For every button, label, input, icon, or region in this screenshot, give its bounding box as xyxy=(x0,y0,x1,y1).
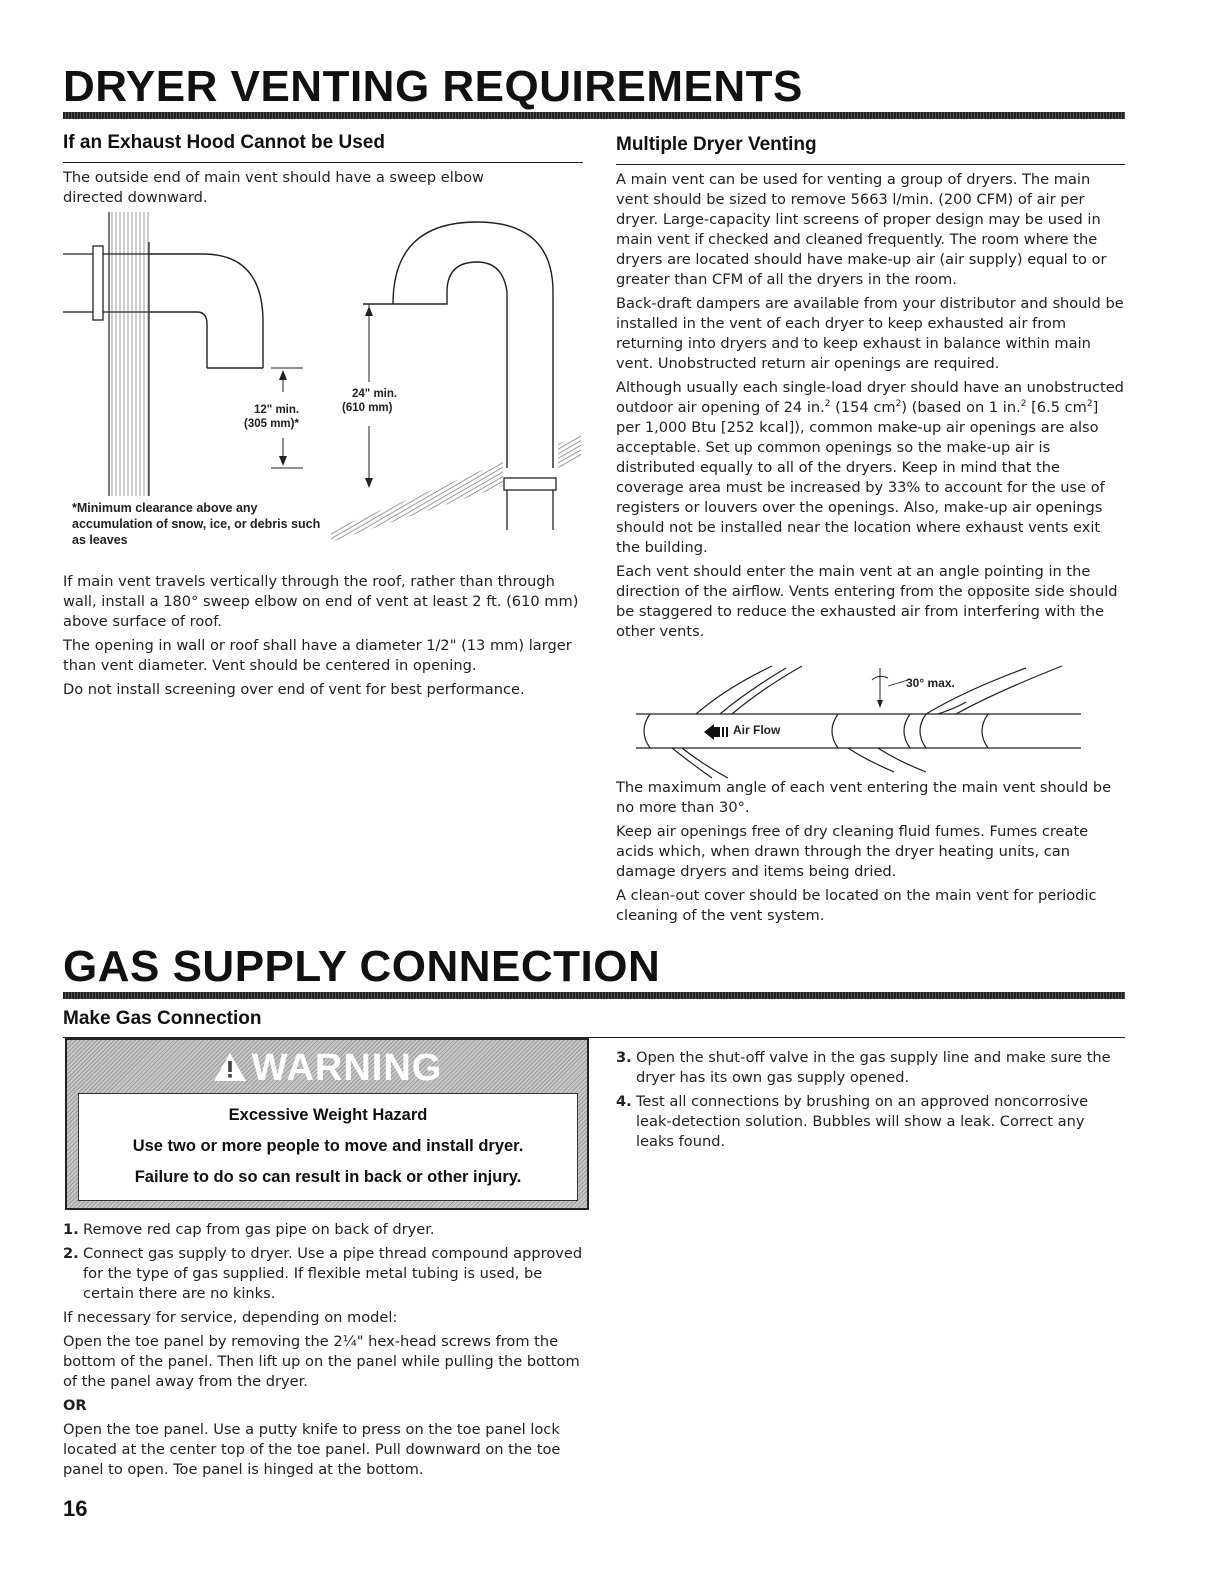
paragraph-back-draft: Back-draft dampers are available from your distributor and should be installed in the vent of each dryer to keep exhausted air from returning into dryers and to keep exhaust in balance within main vent. Unobstructed return air openings are required. xyxy=(616,295,1124,372)
heading-make-gas-connection: Make Gas Connection xyxy=(63,1008,262,1029)
clearance-note: *Minimum clearance above any accumulation of snow, ice, or debris such as leaves xyxy=(72,501,321,547)
intro-paragraph: The outside end of main vent should have a sweep elbow directed downward. xyxy=(63,169,484,206)
label-12-min: 12" min. xyxy=(254,404,300,416)
label-610-mm: (610 mm) xyxy=(342,402,393,414)
label-24-min: 24" min. xyxy=(352,388,398,400)
paragraph-main-vent: A main vent can be used for venting a group of dryers. The main vent should be sized to remove 5663 l/min. (200 CFM) of air per dryer. Large-capacity lint screens of proper design may be used in main vent if checked and cleaned frequently. The room where the dryers are located should have make-up air (air supply) equal to or greater than CFM of all the dryers in the room. xyxy=(616,171,1107,288)
paragraph-opening-diameter: The opening in wall or roof shall have a diameter 1/2" (13 mm) larger than vent diameter. Vent should be centered in opening. xyxy=(63,637,572,674)
paragraph-no-screening: Do not install screening over end of vent for best performance. xyxy=(63,681,525,698)
air-flow-figure xyxy=(616,660,1086,784)
service-intro: If necessary for service, depending on model: xyxy=(63,1309,398,1326)
paragraph-clean-out: A clean-out cover should be located on the main vent for periodic cleaning of the vent system. xyxy=(616,887,1097,924)
step-3: 3. Open the shut-off valve in the gas supply line and make sure the dryer has its own gas supply opened. xyxy=(616,1049,1111,1086)
section-title-dryer-venting: DRYER VENTING REQUIREMENTS xyxy=(63,62,803,111)
page-number: 16 xyxy=(63,1496,88,1521)
heading-rule xyxy=(616,164,1125,165)
or-label: OR xyxy=(63,1397,87,1414)
label-305-mm: (305 mm)* xyxy=(244,418,299,430)
steps-left xyxy=(63,1220,583,1480)
warning-line-2: Failure to do so can result in back or other injury. xyxy=(134,1168,522,1186)
warning-line-1: Use two or more people to move and install dryer. xyxy=(132,1137,524,1155)
warning-content xyxy=(78,1093,578,1201)
section-rule xyxy=(63,112,1125,119)
hazard-name: Excessive Weight Hazard xyxy=(228,1106,428,1124)
paragraph-max-angle: The maximum angle of each vent entering the main vent should be no more than 30°. xyxy=(616,779,1112,816)
section-title-gas-supply: GAS SUPPLY CONNECTION xyxy=(63,942,661,991)
left-paragraphs xyxy=(63,572,583,700)
paragraph-air-opening: Although usually each single-load dryer should have an unobstructed outdoor air opening of 24 in.$^2$ (154 $cm^2$) (based on 1 in.$^2$ [6.5 $cm^2$] per 1,000 Btu [252 kcal]), common make-up air openings are also acceptable. Set up common openings so the make-up air is distributed equally to all of the dryers. Keep in mind that the coverage area must be increased by 33% to account for the use of registers or louvers over the openings. Also, make-up air openings should not be installed near the location where exhaust vents exit the building. xyxy=(616,379,1124,556)
paragraph-fumes: Keep air openings free of dry cleaning fluid fumes. Fumes create acids which, when drawn through the dryer heating units, can damage dryers and items being dried. xyxy=(616,823,1089,880)
right-paragraphs-lower xyxy=(616,778,1124,926)
warning-title: WARNING xyxy=(67,1047,587,1090)
warning-box xyxy=(65,1038,589,1210)
heading-rule xyxy=(63,162,583,163)
step-4: 4. Test all connections by brushing on an approved noncorrosive leak-detection solution. Bubbles will show a leak. Correct any leaks found. xyxy=(616,1093,1089,1150)
steps-right xyxy=(616,1048,1124,1152)
step-1: 1. Remove red cap from gas pipe on back of dryer. xyxy=(63,1221,435,1238)
section-rule xyxy=(63,992,1125,999)
label-air-flow: Air Flow xyxy=(733,723,781,737)
service-option-b: Open the toe panel. Use a putty knife to press on the toe panel lock located at the center top of the toe panel. Pull downward on the toe panel to open. Toe panel is hinged at the bottom. xyxy=(63,1421,561,1478)
warning-triangle-icon xyxy=(212,1051,248,1083)
right-paragraphs xyxy=(616,170,1124,642)
heading-multiple-dryer-venting: Multiple Dryer Venting xyxy=(616,134,817,155)
paragraph-roof-venting: If main vent travels vertically through the roof, rather than through wall, install a 180° sweep elbow on end of vent at least 2 ft. (610 mm) above surface of roof. xyxy=(63,573,579,630)
step-2: 2. Connect gas supply to dryer. Use a pipe thread compound approved for the type of gas supplied. If flexible metal tubing is used, be certain there are no kinks. xyxy=(63,1245,583,1302)
label-30-max: 30° max. xyxy=(906,676,955,690)
heading-exhaust-hood: If an Exhaust Hood Cannot be Used xyxy=(63,132,385,153)
paragraph-vent-angle: Each vent should enter the main vent at an angle pointing in the direction of the airflow. Vents entering from the opposite side should be staggered to reduce the exhausted air from interfering with the other vents. xyxy=(616,563,1118,640)
service-option-a: Open the toe panel by removing the 2¼" hex-head screws from the bottom of the panel. Then lift up on the panel while pulling the bottom of the panel away from the dryer. xyxy=(63,1333,580,1390)
